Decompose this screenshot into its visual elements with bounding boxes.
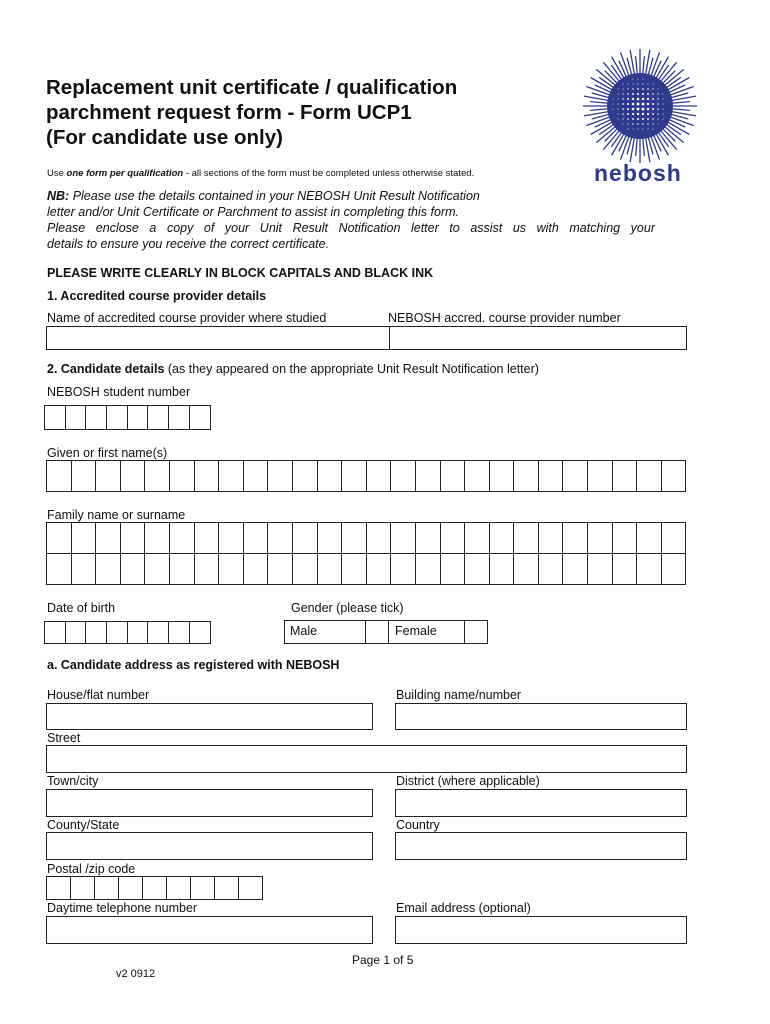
- char-cell[interactable]: [268, 460, 293, 492]
- char-cell[interactable]: [148, 621, 169, 644]
- char-cell[interactable]: [490, 522, 515, 554]
- provider-name-field[interactable]: [46, 326, 390, 350]
- char-cell[interactable]: [268, 553, 293, 585]
- block-capitals-notice: PLEASE WRITE CLEARLY IN BLOCK CAPITALS AND BLACK INK: [47, 266, 434, 280]
- male-label: Male: [290, 624, 318, 638]
- county-field[interactable]: [46, 832, 373, 860]
- section1-heading: 1. Accredited course provider details: [47, 289, 267, 303]
- char-cell[interactable]: [391, 460, 416, 492]
- email-field[interactable]: [395, 916, 687, 944]
- district-label: District (where applicable): [396, 774, 540, 788]
- char-cell[interactable]: [191, 876, 215, 900]
- char-cell[interactable]: [244, 522, 269, 554]
- family-name-field-row-2[interactable]: [46, 553, 686, 585]
- char-cell[interactable]: [441, 522, 466, 554]
- char-cell[interactable]: [71, 876, 95, 900]
- student-number-label: NEBOSH student number: [47, 385, 191, 399]
- char-cell[interactable]: [318, 460, 343, 492]
- char-cell[interactable]: [66, 405, 87, 430]
- family-name-label: Family name or surname: [47, 508, 186, 522]
- char-cell[interactable]: [195, 522, 220, 554]
- postal-code-label: Postal /zip code: [47, 862, 136, 876]
- char-cell[interactable]: [637, 553, 662, 585]
- char-cell[interactable]: [613, 522, 638, 554]
- street-field[interactable]: [46, 745, 687, 773]
- title-line-3: (For candidate use only): [46, 126, 283, 149]
- char-cell[interactable]: [539, 460, 564, 492]
- char-cell[interactable]: [143, 876, 167, 900]
- char-cell[interactable]: [170, 553, 195, 585]
- char-cell[interactable]: [195, 553, 220, 585]
- char-cell[interactable]: [637, 460, 662, 492]
- female-label: Female: [395, 624, 437, 638]
- char-cell[interactable]: [416, 460, 441, 492]
- county-label: County/State: [47, 818, 120, 832]
- char-cell[interactable]: [367, 460, 392, 492]
- char-cell[interactable]: [47, 553, 72, 585]
- version-label: v2 0912: [116, 968, 156, 980]
- page-number: Page 1 of 5: [352, 953, 414, 967]
- char-cell[interactable]: [66, 621, 87, 644]
- char-cell[interactable]: [167, 876, 191, 900]
- char-cell[interactable]: [72, 460, 97, 492]
- char-cell[interactable]: [367, 553, 392, 585]
- char-cell[interactable]: [588, 522, 613, 554]
- char-cell[interactable]: [514, 553, 539, 585]
- char-cell[interactable]: [662, 553, 687, 585]
- char-cell[interactable]: [145, 553, 170, 585]
- nb-label: NB:: [47, 189, 70, 203]
- district-field[interactable]: [395, 789, 687, 817]
- given-name-field[interactable]: [46, 460, 686, 492]
- char-cell[interactable]: [416, 553, 441, 585]
- char-cell[interactable]: [563, 460, 588, 492]
- char-cell[interactable]: [465, 460, 490, 492]
- char-cell[interactable]: [613, 460, 638, 492]
- country-label: Country: [396, 818, 440, 832]
- char-cell[interactable]: [588, 460, 613, 492]
- char-cell[interactable]: [145, 522, 170, 554]
- char-cell[interactable]: [244, 460, 269, 492]
- char-cell[interactable]: [96, 522, 121, 554]
- provider-name-label: Name of accredited course provider where studied: [47, 311, 327, 325]
- char-cell[interactable]: [169, 621, 190, 644]
- title-line-2: parchment request form - Form UCP1: [46, 101, 412, 124]
- char-cell[interactable]: [539, 553, 564, 585]
- char-cell[interactable]: [170, 522, 195, 554]
- student-number-field[interactable]: [44, 405, 211, 430]
- char-cell[interactable]: [465, 553, 490, 585]
- char-cell[interactable]: [121, 522, 146, 554]
- char-cell[interactable]: [268, 522, 293, 554]
- provider-number-label: NEBOSH accred. course provider number: [388, 311, 621, 325]
- char-cell[interactable]: [47, 522, 72, 554]
- char-cell[interactable]: [215, 876, 239, 900]
- building-name-label: Building name/number: [396, 688, 522, 702]
- char-cell[interactable]: [190, 621, 211, 644]
- page-title: [46, 75, 457, 150]
- char-cell[interactable]: [244, 553, 269, 585]
- char-cell[interactable]: [514, 460, 539, 492]
- char-cell[interactable]: [47, 460, 72, 492]
- title-line-1: Replacement unit certificate / qualification: [46, 76, 458, 99]
- char-cell[interactable]: [293, 522, 318, 554]
- char-cell[interactable]: [145, 460, 170, 492]
- char-cell[interactable]: [662, 522, 687, 554]
- provider-number-field[interactable]: [389, 326, 687, 350]
- char-cell[interactable]: [239, 876, 263, 900]
- instructions-emphasis: one form per qualification: [66, 168, 184, 179]
- char-cell[interactable]: [318, 553, 343, 585]
- char-cell[interactable]: [490, 553, 515, 585]
- phone-label: Daytime telephone number: [47, 901, 198, 915]
- char-cell[interactable]: [293, 553, 318, 585]
- nb-note: NB: Please use the details contained in your NEBOSH Unit Result Notification letter and/or Unit Certificate or Parchment to assist in completing this form. Please enclose a copy of your Unit Result Notification letter to assist us with matching your details to ensure you receive the correct certificate.: [47, 189, 655, 251]
- char-cell[interactable]: [588, 553, 613, 585]
- section2-heading: 2. Candidate details (as they appeared on the appropriate Unit Result Notification letter): [47, 362, 539, 376]
- char-cell[interactable]: [128, 405, 149, 430]
- char-cell[interactable]: [514, 522, 539, 554]
- house-number-field[interactable]: [46, 703, 373, 730]
- street-label: Street: [47, 731, 81, 745]
- char-cell[interactable]: [342, 460, 367, 492]
- char-cell[interactable]: [148, 405, 169, 430]
- char-cell[interactable]: [391, 553, 416, 585]
- char-cell[interactable]: [45, 405, 66, 430]
- town-field[interactable]: [46, 789, 373, 817]
- char-cell[interactable]: [170, 460, 195, 492]
- char-cell[interactable]: [342, 553, 367, 585]
- char-cell[interactable]: [563, 522, 588, 554]
- phone-field[interactable]: [46, 916, 373, 944]
- char-cell[interactable]: [219, 553, 244, 585]
- char-cell[interactable]: [121, 460, 146, 492]
- char-cell[interactable]: [107, 405, 128, 430]
- char-cell[interactable]: [86, 405, 107, 430]
- char-cell[interactable]: [342, 522, 367, 554]
- char-cell[interactable]: [367, 522, 392, 554]
- char-cell[interactable]: [391, 522, 416, 554]
- char-cell[interactable]: [465, 522, 490, 554]
- dob-field[interactable]: [44, 621, 211, 644]
- house-number-label: House/flat number: [47, 688, 150, 702]
- building-name-field[interactable]: [395, 703, 687, 730]
- char-cell[interactable]: [96, 460, 121, 492]
- char-cell[interactable]: [86, 621, 107, 644]
- male-checkbox[interactable]: [365, 620, 389, 644]
- char-cell[interactable]: [662, 460, 687, 492]
- char-cell[interactable]: [190, 405, 211, 430]
- char-cell[interactable]: [441, 460, 466, 492]
- female-option: [388, 620, 465, 644]
- char-cell[interactable]: [121, 553, 146, 585]
- char-cell[interactable]: [169, 405, 190, 430]
- char-cell[interactable]: [490, 460, 515, 492]
- char-cell[interactable]: [72, 553, 97, 585]
- nebosh-logo: [578, 48, 703, 188]
- char-cell[interactable]: [416, 522, 441, 554]
- char-cell[interactable]: [107, 621, 128, 644]
- female-checkbox[interactable]: [464, 620, 488, 644]
- char-cell[interactable]: [613, 553, 638, 585]
- char-cell[interactable]: [563, 553, 588, 585]
- logo-wordmark: nebosh: [594, 160, 682, 186]
- char-cell[interactable]: [72, 522, 97, 554]
- gender-label: Gender (please tick): [291, 601, 404, 615]
- instructions: Use one form per qualification - all sections of the form must be completed unless otherwise stated.: [47, 168, 475, 179]
- char-cell[interactable]: [318, 522, 343, 554]
- char-cell[interactable]: [45, 621, 66, 644]
- given-name-label: Given or first name(s): [47, 446, 168, 460]
- char-cell[interactable]: [637, 522, 662, 554]
- family-name-field-row-1[interactable]: [46, 522, 686, 554]
- country-field[interactable]: [395, 832, 687, 860]
- postal-code-field[interactable]: [46, 876, 263, 900]
- char-cell[interactable]: [219, 522, 244, 554]
- email-label: Email address (optional): [396, 901, 531, 915]
- address-heading: a. Candidate address as registered with NEBOSH: [47, 658, 340, 672]
- dob-label: Date of birth: [47, 601, 116, 615]
- char-cell[interactable]: [293, 460, 318, 492]
- male-option: [284, 620, 366, 644]
- town-label: Town/city: [47, 774, 99, 788]
- char-cell[interactable]: [441, 553, 466, 585]
- char-cell[interactable]: [119, 876, 143, 900]
- char-cell[interactable]: [47, 876, 71, 900]
- char-cell[interactable]: [539, 522, 564, 554]
- starburst-globe-icon: [578, 48, 703, 166]
- char-cell[interactable]: [195, 460, 220, 492]
- char-cell[interactable]: [128, 621, 149, 644]
- char-cell[interactable]: [95, 876, 119, 900]
- char-cell[interactable]: [219, 460, 244, 492]
- char-cell[interactable]: [96, 553, 121, 585]
